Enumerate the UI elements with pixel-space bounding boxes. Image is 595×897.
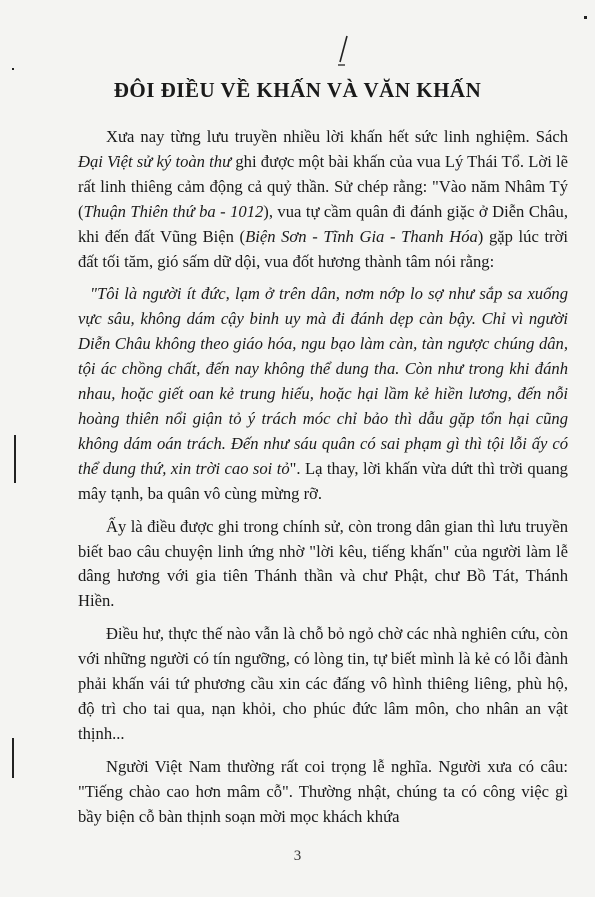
scan-edge-mark [14, 435, 16, 483]
page-title: ĐÔI ĐIỀU VỀ KHẤN VÀ VĂN KHẤN [113, 78, 482, 102]
pen-stroke-mark [336, 34, 350, 68]
scan-speck [12, 68, 14, 70]
date-note: Thuận Thiên thứ ba - 1012 [83, 201, 264, 221]
paragraph-5: Người Việt Nam thường rất coi trọng lễ nghĩa. Người xưa có câu: "Tiếng chào cao hơn mâm cỗ". Thường nhật, chúng ta có công việc gì bầy biện cỗ bàn thịnh soạn mời mọc khách khứa [78, 756, 568, 826]
paragraph-1: Xưa nay từng lưu truyền nhiều lời khấn hết sức linh nghiệm. Sách Đại Việt sử ký toàn thư ghi được một bài khấn của vua Lý Thái Tổ. Lời lẽ rất linh thiêng cảm động cả quỷ thần. Sử chép rằng: "Vào năm Nhâm Tý (Thuận Thiên thứ ba - 1012), vua tự cầm quân đi đánh giặc ở Diễn Châu, khi đến đất Vũng Biện (Biện Sơn - Tĩnh Gia - Thanh Hóa) gặp lúc trời đất tối tăm, gió sấm dữ dội, vua đốt hương thành tâm nói rằng: [78, 127, 568, 271]
paragraph-4: Điều hư, thực thế nào vẫn là chỗ bỏ ngỏ chờ các nhà nghiên cứu, còn với những người có tín ngưỡng, có lòng tin, tự biết mình là kẻ có lỗi đành phải khấn vái tứ phương cầu xin các đấng vô hình thiêng liêng, phù hộ, độ trì cho tai qua, nạn khỏi, cho phúc đức lâm môn, cho nhân an vật thịnh... [78, 624, 568, 743]
paragraph-3: Ấy là điều được ghi trong chính sử, còn trong dân gian thì lưu truyền biết bao câu chuyện linh ứng nhờ "lời kêu, tiếng khấn" của người làm lễ dâng hương với gia tiên Thánh thần và chư Phật, chư Bồ Tát, Thánh Hiền. [78, 516, 568, 611]
paragraph-quote: "Tôi là người ít đức, lạm ở trên dân, nơm nớp lo sợ như sắp sa xuống vực sâu, không dám cậy binh uy mà đi đánh dẹp càn bậy. Chỉ vì người Diễn Châu không theo giáo hóa, ngu bạo làm càn, tàn ngược chúng dân, tội ác chồng chất, đến nay không thể dung tha. Còn như trong khi đánh nhau, hoặc giết oan kẻ trung hiếu, hoặc hại lầm kẻ hiền lương, đến nỗi hoàng thiên nổi giận tỏ ý trách móc chỉ bảo thì dẫu gặp tổn hại cũng không dám oán trách. Đến như sáu quân có sai phạm gì thì tội lỗi ấy có thể dung thứ, xin trời cao soi tỏ". Lạ thay, lời khấn vừa dứt thì trời quang mây tạnh, ba quân vô cùng mừng rỡ. [78, 284, 568, 503]
body-text [78, 125, 568, 829]
page-number: 3 [293, 848, 302, 864]
scan-edge-mark [12, 738, 14, 778]
prayer-quote: "Tôi là người ít đức, lạm ở trên dân, nơm nớp lo sợ như sắp sa xuống vực sâu, không dám cậy binh uy mà đi đánh dẹp càn bậy. Chỉ vì người Diễn Châu không theo giáo hóa, ngu bạo làm càn, tàn ngược chúng dân, tội ác chồng chất, đến nay không thể dung tha. Còn như trong khi đánh nhau, hoặc giết oan kẻ trung hiếu, hoặc hại lầm kẻ hiền lương, đến nỗi hoàng thiên nổi giận tỏ ý trách móc chỉ bảo thì dẫu gặp tổn hại cũng không dám oán trách. Đến như sáu quân có sai phạm gì thì tội lỗi ấy có thể dung thứ, xin trời cao soi tỏ [78, 284, 568, 478]
scan-speck [584, 16, 587, 19]
place-note: Biện Sơn - Tĩnh Gia - Thanh Hóa [245, 226, 478, 246]
book-title: Đại Việt sử ký toàn thư [78, 151, 232, 171]
